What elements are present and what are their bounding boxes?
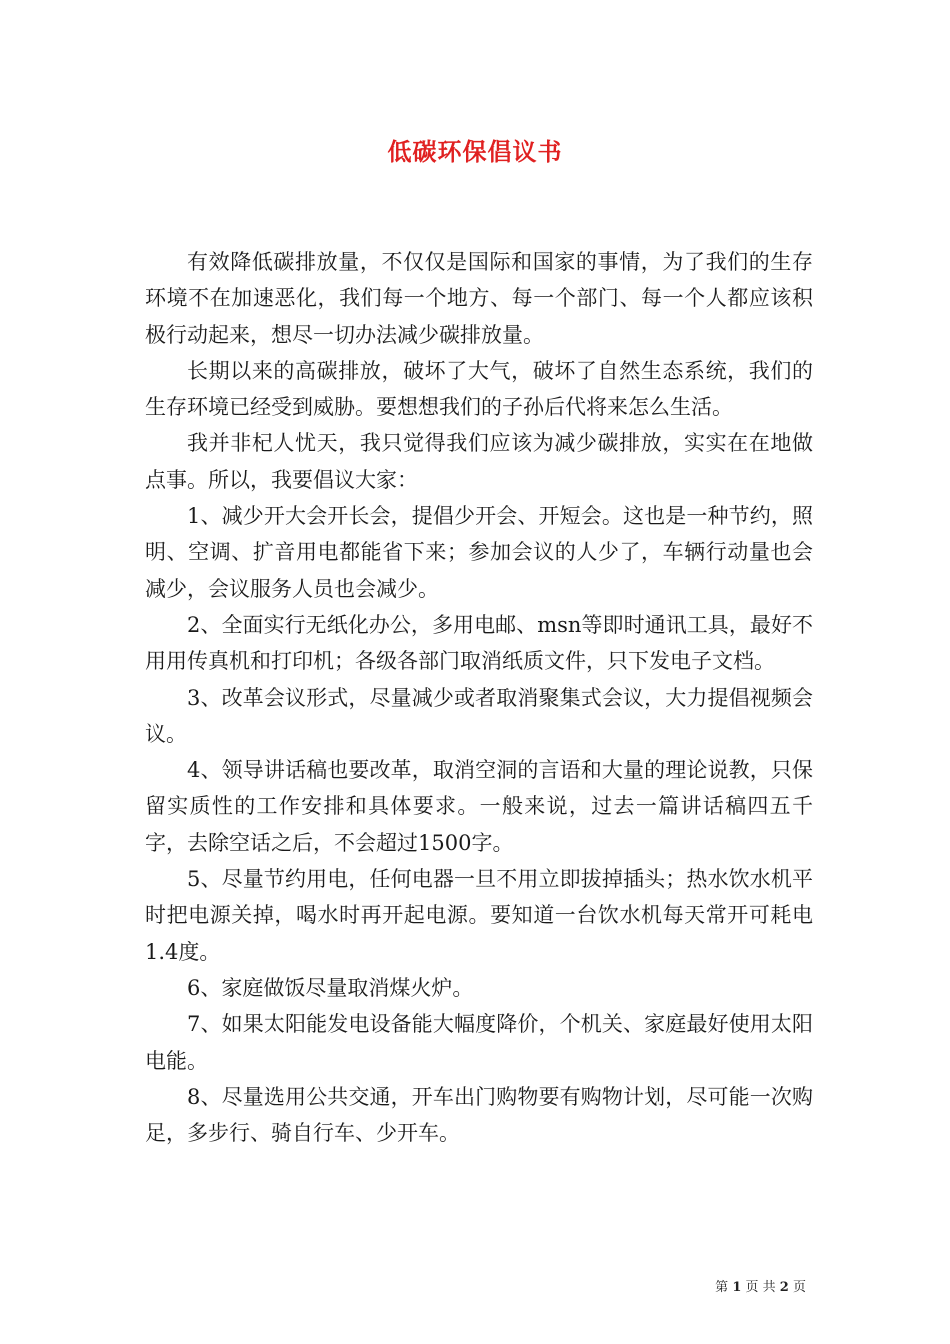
proposal-item-3: 3、改革会议形式，尽量减少或者取消聚集式会议，大力提倡视频会议。 [145,685,813,746]
paragraph-call-to-action: 我并非杞人忧天，我只觉得我们应该为减少碳排放，实实在在地做点事。所以，我要倡议大家： [145,431,813,492]
total-pages-number: 2 [779,1280,789,1295]
proposal-item-8: 8、尽量选用公共交通，开车出门购物要有购物计划，尽可能一次购足，多步行、骑自行车、少开车。 [145,1084,813,1146]
document-title: 低碳环保倡议书 [387,137,563,166]
footer-suffix: 页 [792,1280,806,1295]
footer-middle: 页 共 [745,1280,776,1295]
proposal-item-2: 2、全面实行无纸化办公，多用电邮、msn等即时通讯工具，最好不用用传真机和打印机；各级各部门取消纸质文件，只下发电子文档。 [145,612,813,674]
paragraph-intro: 有效降低碳排放量，不仅仅是国际和国家的事情，为了我们的生存环境不在加速恶化，我们每一个地方、每一个部门、每一个人都应该积极行动起来，想尽一切办法减少碳排放量。 [145,250,813,347]
proposal-item-6: 6、家庭做饭尽量取消煤火炉。 [187,975,474,1000]
proposal-item-1: 1、减少开大会开长会，提倡少开会、开短会。这也是一种节约，照明、空调、扩音用电都能省下来；参加会议的人少了，车辆行动量也会减少，会议服务人员也会减少。 [145,504,813,601]
page-number-footer [715,1276,806,1295]
proposal-item-4: 4、领导讲话稿也要改革，取消空洞的言语和大量的理论说教，只保留实质性的工作安排和具体要求。一般来说，过去一篇讲话稿四五千字，去除空话之后，不会超过1500字。 [145,758,813,855]
footer-prefix: 第 [715,1280,729,1295]
current-page-number: 1 [732,1280,742,1295]
proposal-item-5: 5、尽量节约用电，任何电器一旦不用立即拔掉插头；热水饮水机平时把电源关掉，喝水时再开起电源。要知道一台饮水机每天常开可耗电1.4度。 [145,867,813,964]
proposal-item-7: 7、如果太阳能发电设备能大幅度降价，个机关、家庭最好使用太阳电能。 [145,1012,813,1073]
document-body [145,244,813,1151]
paragraph-threat: 长期以来的高碳排放，破坏了大气，破坏了自然生态系统，我们的生存环境已经受到威胁。要想想我们的子孙后代将来怎么生活。 [145,358,813,420]
